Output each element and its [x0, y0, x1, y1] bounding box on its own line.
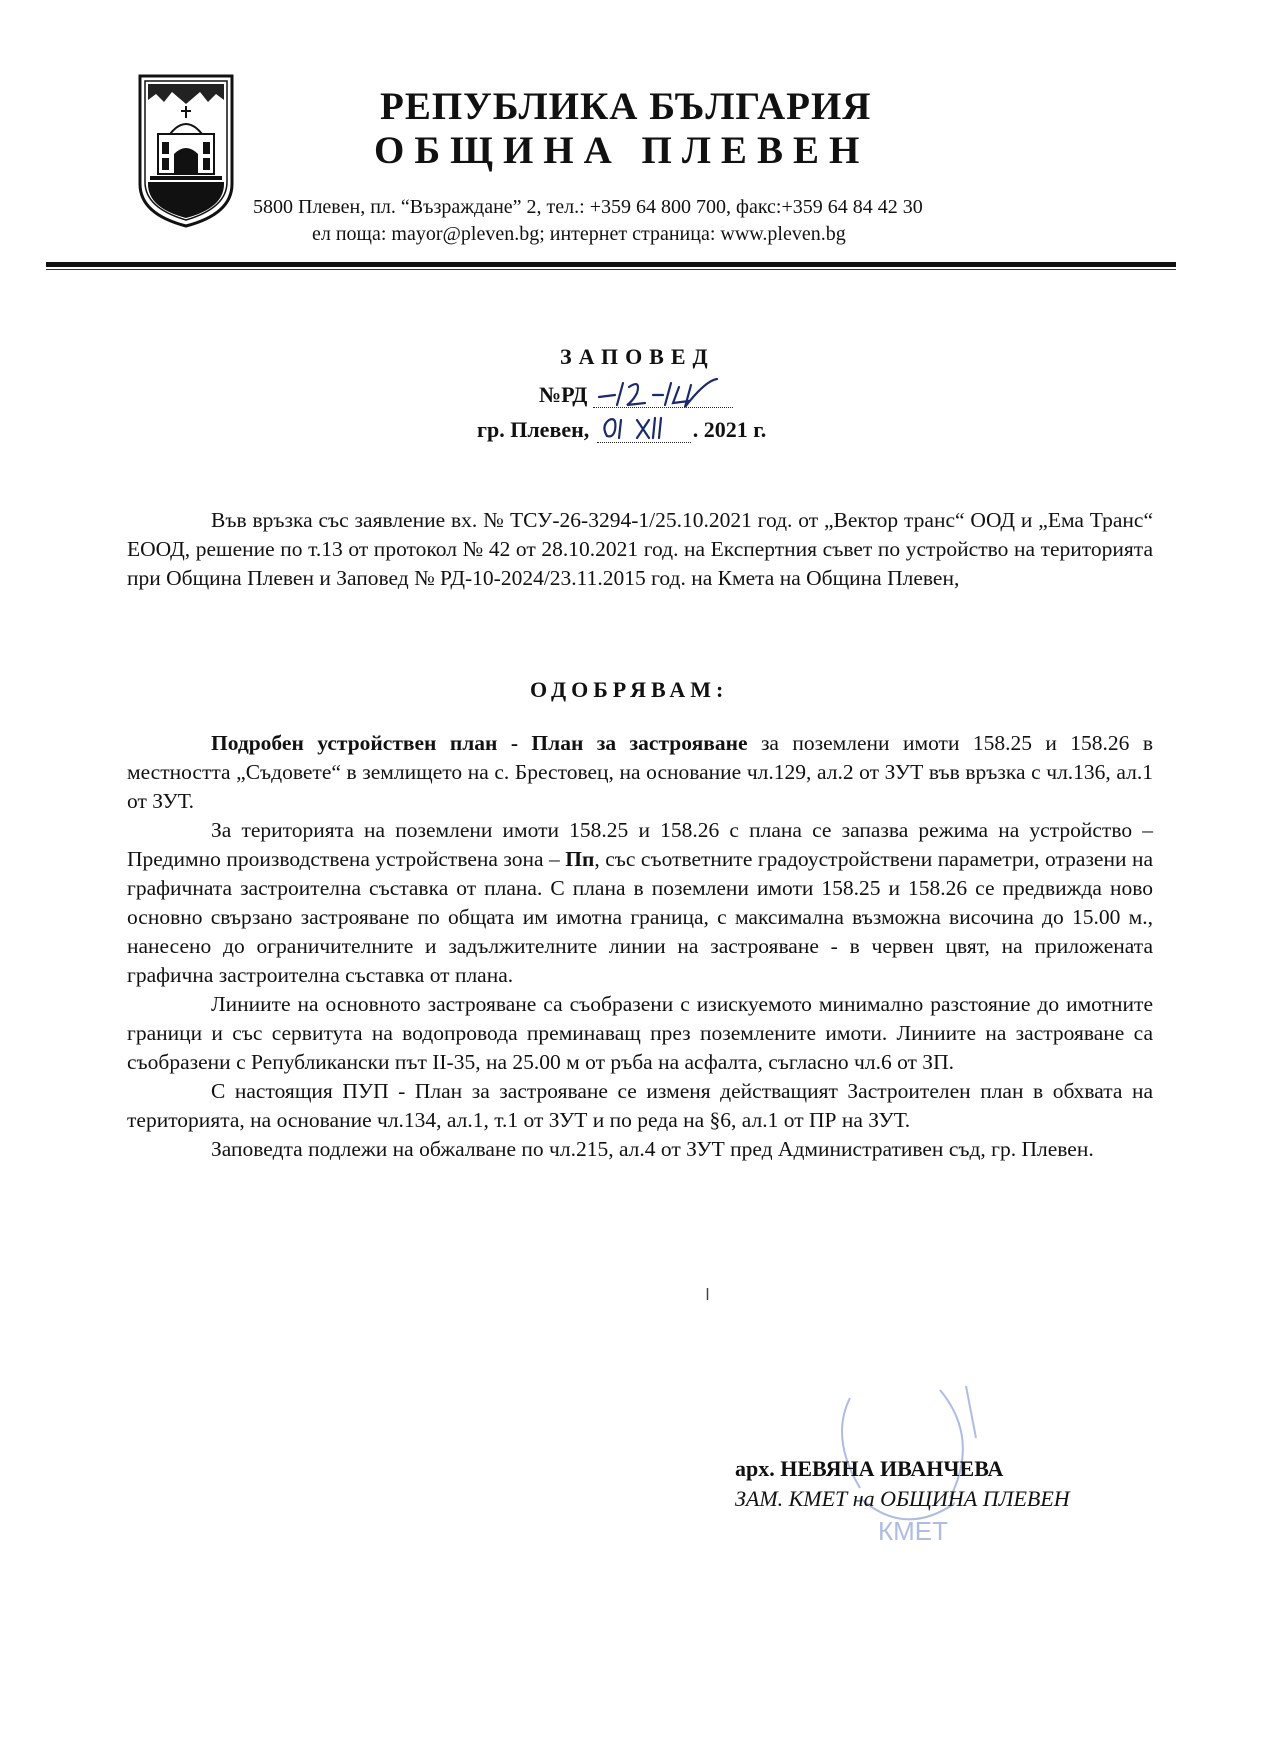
plan-title: Подробен устройствен план - План за застрояване: [211, 731, 748, 755]
p2-text-a: За територията на поземлени имоти 158.25 и 158.26 с плана се запазва режима на устройство – Предимно производствена устройствена зона –: [127, 818, 1153, 871]
zone-code: Пп: [565, 847, 595, 871]
order-title: ЗАПОВЕД: [560, 344, 715, 369]
body-paragraph-5: Заповедта подлежи на обжалване по чл.215, ал.4 от ЗУТ пред Административен съд, гр. Плевен.: [211, 1137, 1094, 1161]
place-prefix: гр. Плевен,: [477, 417, 590, 442]
order-place-date: [477, 416, 766, 443]
coat-of-arms-icon: [136, 72, 236, 230]
handwriting-date-icon: [597, 406, 691, 446]
handwriting-number-icon: [593, 371, 733, 411]
date-handwritten: [597, 416, 691, 443]
p1-text: за поземлени имоти 158.25 и 158.26 в местността „Съдовете“ в землището на с. Брестовец, на основание чл.129, ал.2 от ЗУТ във връзка с чл.136, ал.1 от ЗУТ.: [127, 731, 1153, 813]
address-line: 5800 Плевен, пл. “Възраждане” 2, тел.: +359 64 800 700, факс:+359 64 84 42 30: [253, 196, 923, 218]
approve-heading: ОДОБРЯВАМ:: [530, 677, 729, 702]
mark-icon: [706, 1287, 709, 1299]
order-body: [127, 729, 1153, 1164]
p2-text-b: , със съответните градоустройствени параметри, отразени на графичната застроителна съставка от плана. С плана в поземлени имоти 158.25 и 158.26 се предвижда ново основно свързано застрояване по общата им имотна граница, с максимална възможна височина до 15.00 м., нанесено до ограничителните и задължителните линии на застрояване - в червен цвят, на приложената графична застроителна съставка от плана.: [127, 847, 1154, 987]
signatory-name: арх. НЕВЯНА ИВАНЧЕВА: [735, 1456, 1004, 1481]
body-paragraph-3: Линиите на основното застрояване са съобразени с изискуемото минимално разстояние до имотните граници и със сервитута на водопровода преминаващ през поземлените имоти. Линиите на застрояване са съобразени с Републикански път II-35, на 25.00 м от ръба на асфалта, съгласно чл.6 от ЗП.: [127, 992, 1153, 1074]
order-number-prefix: №РД: [539, 382, 588, 407]
intro-text: Във връзка със заявление вх. № ТСУ-26-3294-1/25.10.2021 год. от „Вектор транс“ ООД и „Ема Транс“ ЕООД, решение по т.13 от протокол № 42 от 28.10.2021 год. на Експертния съвет по устройство на територията при Община Плевен и Заповед № РД-10-2024/23.11.2015 год. на Кмета на Община Плевен,: [127, 508, 1153, 590]
header-divider-thin: [46, 269, 1176, 270]
header-divider: [46, 262, 1176, 267]
municipality-heading: ОБЩИНА ПЛЕВЕН: [374, 129, 870, 172]
signatory-position: ЗАМ. КМЕТ на ОБЩИНА ПЛЕВЕН: [735, 1486, 1070, 1511]
body-paragraph-1: [127, 729, 1153, 816]
order-number: [539, 381, 733, 408]
body-paragraph-2: [127, 816, 1153, 990]
contacts-line: ел поща: mayor@pleven.bg; интернет страница: www.pleven.bg: [312, 223, 846, 245]
order-number-handwritten: [593, 381, 733, 408]
stamp-text: КМЕТ: [878, 1516, 949, 1546]
country-heading: РЕПУБЛИКА БЪЛГАРИЯ: [380, 85, 872, 128]
year-suffix: . 2021 г.: [692, 417, 767, 442]
intro-paragraph: [127, 506, 1153, 593]
body-paragraph-4: С настоящия ПУП - План за застрояване се изменя действащият Застроителен план в обхвата на територията, на основание чл.134, ал.1, т.1 от ЗУТ и по реда на §6, ал.1 от ПР на ЗУТ.: [127, 1079, 1153, 1132]
